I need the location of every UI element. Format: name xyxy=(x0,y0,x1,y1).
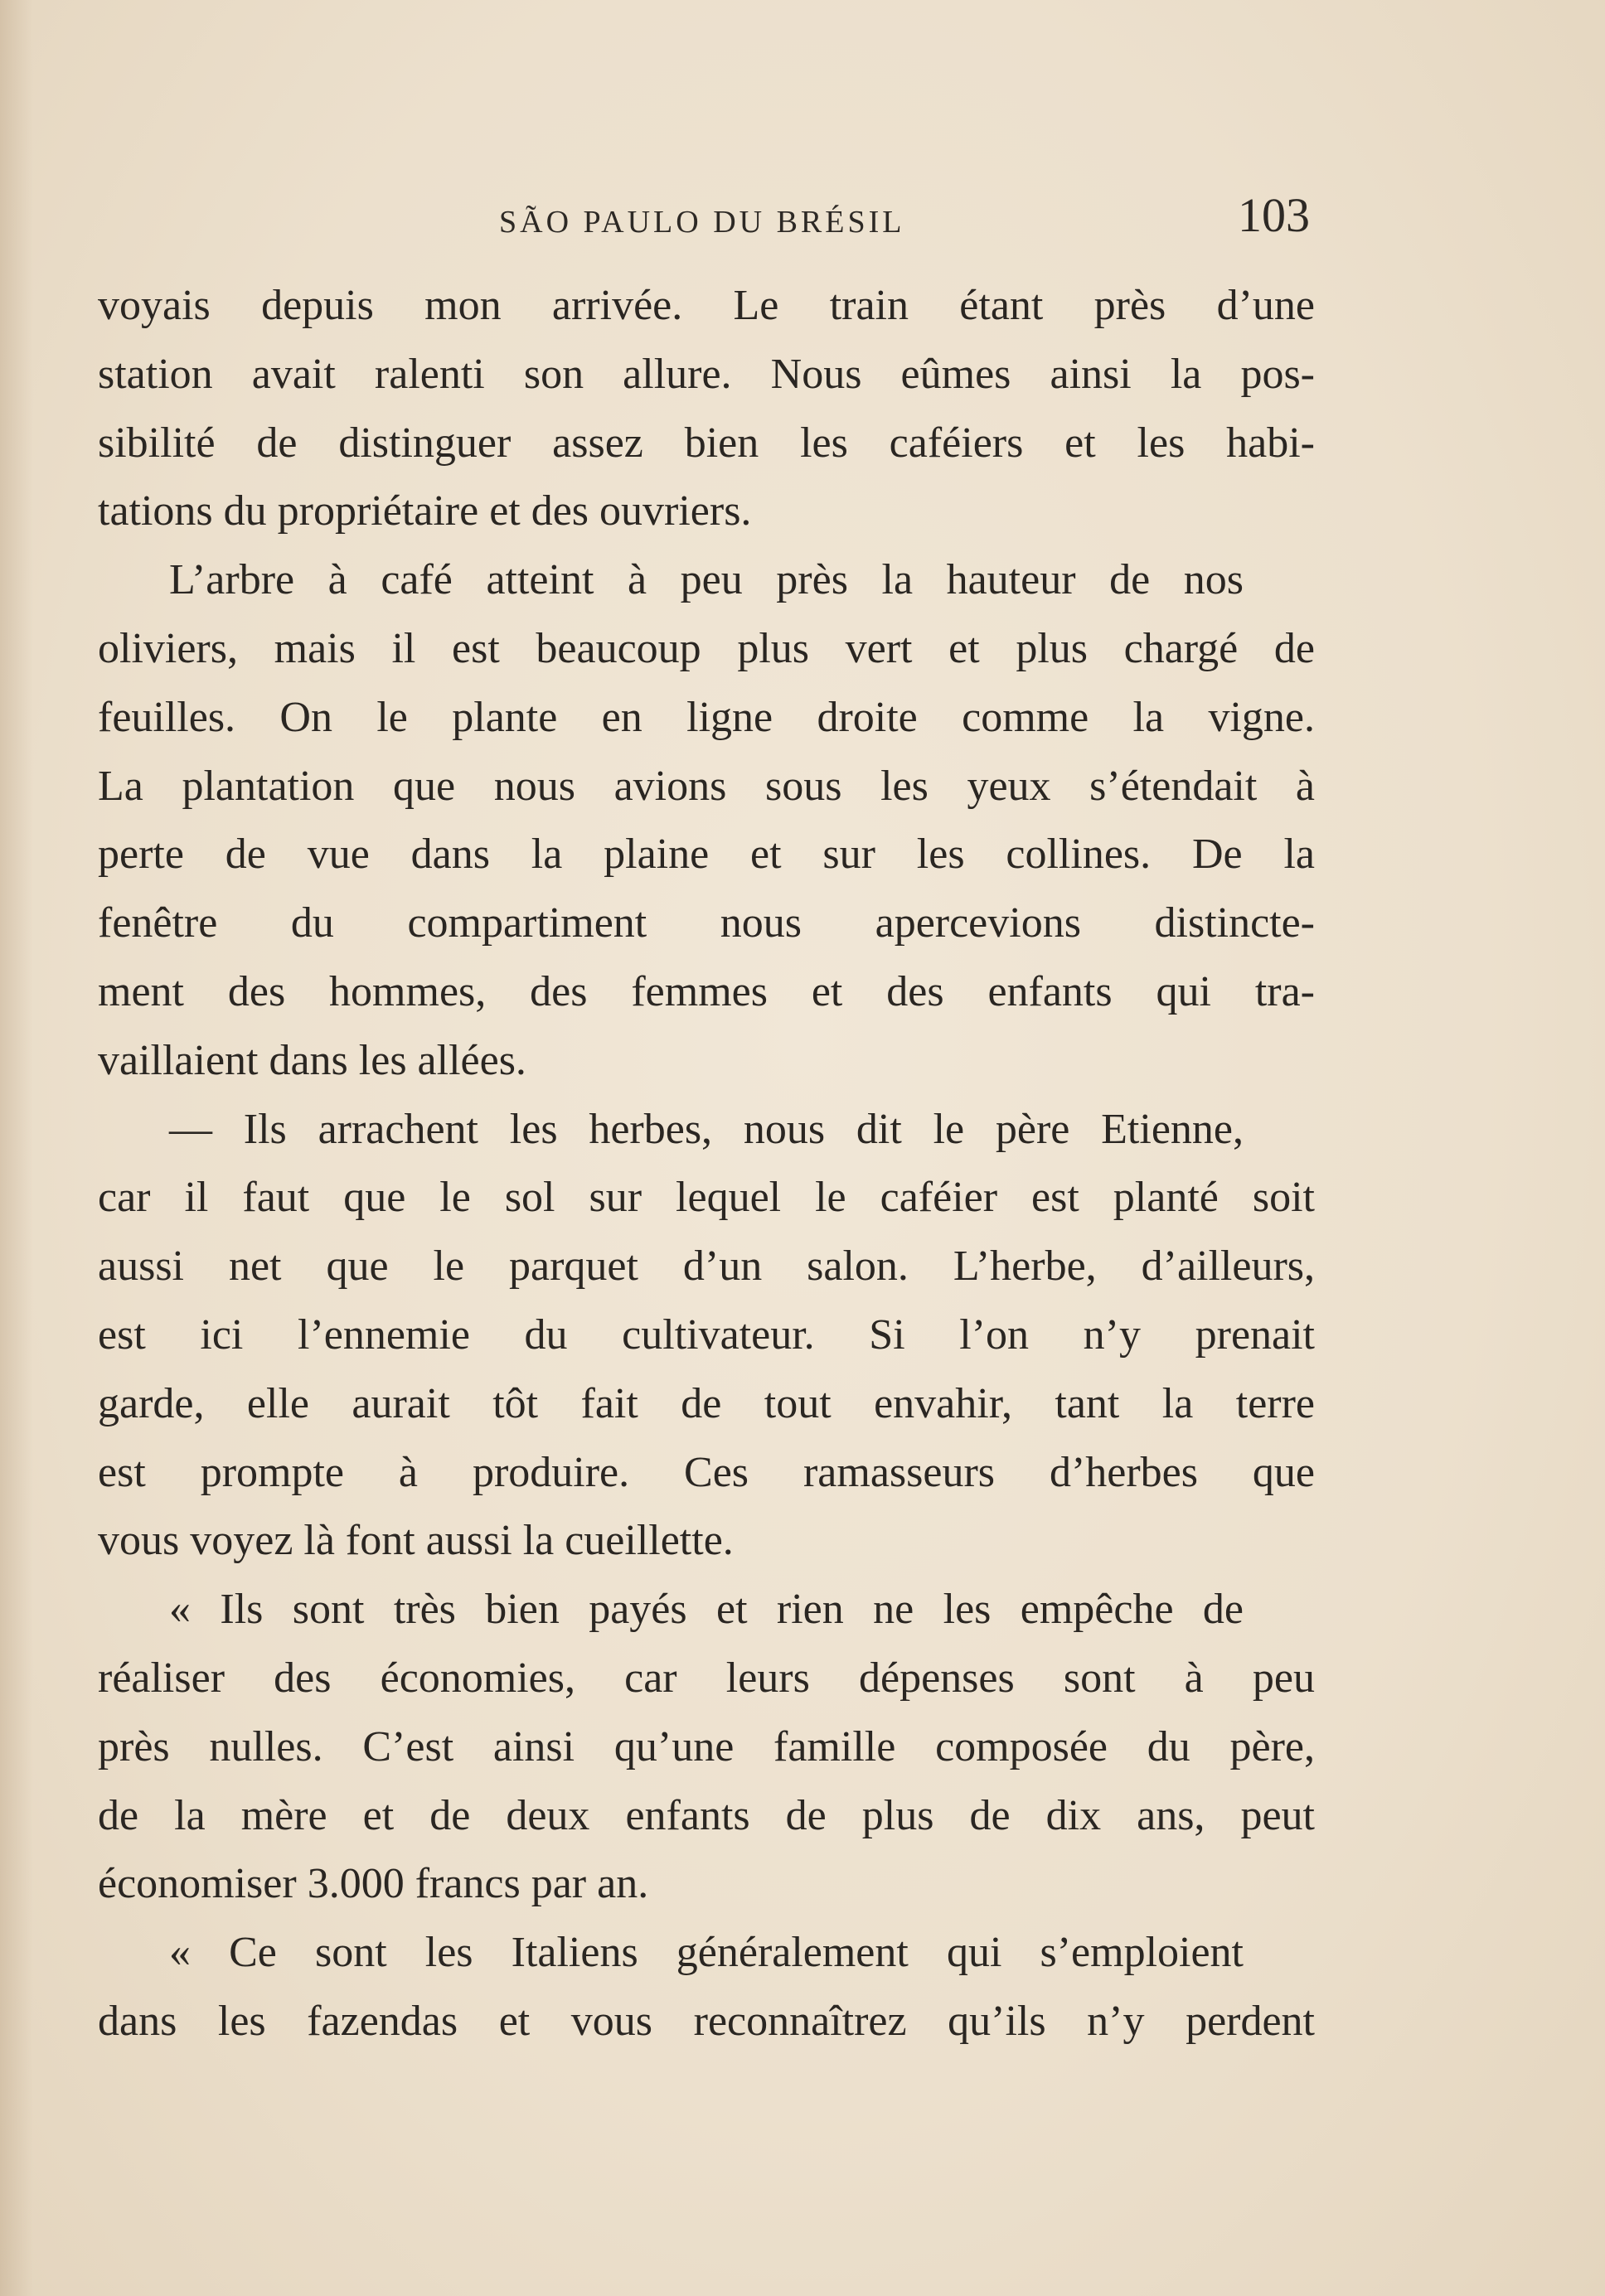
text-line: près nulles. C’est ainsi qu’une famille composée du père, xyxy=(98,1722,1315,1770)
text-line: dans les fazendas et vous reconnaîtrez qu’ils n’y perdent xyxy=(98,1997,1315,2045)
text-line: aussi net que le parquet d’un salon. L’herbe, d’ailleurs, xyxy=(98,1242,1315,1291)
text-line: réaliser des économies, car leurs dépenses sont à peu xyxy=(98,1654,1315,1702)
text-line: perte de vue dans la plaine et sur les collines. De la xyxy=(98,831,1315,879)
text-line: « Ils sont très bien payés et rien ne les empêche de xyxy=(169,1586,1244,1634)
page-edge-shadow xyxy=(0,0,33,2296)
text-line: fenêtre du compartiment nous apercevions distincte- xyxy=(98,899,1315,947)
running-head xyxy=(98,187,1310,245)
text-line: station avait ralenti son allure. Nous eûmes ainsi la pos- xyxy=(98,350,1315,398)
text-line: L’arbre à café atteint à peu près la hauteur de nos xyxy=(169,556,1244,604)
text-line: est prompte à produire. Ces ramasseurs d’herbes que xyxy=(98,1448,1315,1496)
text-line: car il faut que le sol sur lequel le caféier est planté soit xyxy=(98,1174,1315,1222)
text-line: est ici l’ennemie du cultivateur. Si l’on n’y prenait xyxy=(98,1310,1315,1359)
text-line: de la mère et de deux enfants de plus de dix ans, peut xyxy=(98,1791,1315,1839)
text-line: oliviers, mais il est beaucoup plus vert et plus chargé de xyxy=(98,624,1315,672)
text-line: feuilles. On le plante en ligne droite comme la vigne. xyxy=(98,693,1315,741)
text-line: vaillaient dans les allées. xyxy=(98,1036,526,1084)
text-line: vous voyez là font aussi la cueillette. xyxy=(98,1517,734,1565)
text-line: La plantation que nous avions sous les yeux s’étendait à xyxy=(98,762,1315,810)
running-title: SÃO PAULO DU BRÉSIL xyxy=(499,205,905,240)
text-line: — Ils arrachent les herbes, nous dit le père Etienne, xyxy=(169,1105,1244,1153)
body-text xyxy=(98,272,1315,2056)
text-line: voyais depuis mon arrivée. Le train étant près d’une xyxy=(98,282,1315,329)
text-line: « Ce sont les Italiens généralement qui s’emploient xyxy=(169,1929,1244,1977)
text-line: tations du propriétaire et des ouvriers. xyxy=(98,487,752,535)
text-line: ment des hommes, des femmes et des enfants qui tra- xyxy=(98,967,1315,1015)
text-line: économiser 3.000 francs par an. xyxy=(98,1860,649,1908)
text-line: garde, elle aurait tôt fait de tout envahir, tant la terre xyxy=(98,1379,1315,1427)
page-number: 103 xyxy=(1238,188,1310,242)
text-line: sibilité de distinguer assez bien les caféiers et les habi- xyxy=(98,419,1315,467)
